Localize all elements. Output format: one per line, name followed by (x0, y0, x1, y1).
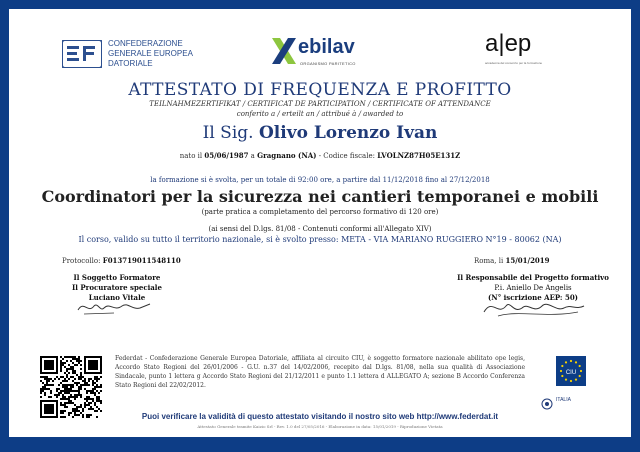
confederazione-logo (62, 36, 202, 72)
responsabile-name: P.i. Aniello De Angelis (494, 284, 572, 292)
course-legge: (ai sensi del D.lgs. 81/08 - Contenuti conformi all'Allegato XIV) (208, 225, 432, 233)
eu-star (561, 375, 563, 377)
eu-star (565, 379, 567, 381)
formazione-line: la formazione si è svolta, per un totale di 92:00 ore, a partire dal 11/12/2018 fino al 27/12/2018 (150, 176, 490, 184)
ebilav-word: ebilav (298, 36, 355, 58)
soggetto-signature-icon (74, 296, 154, 318)
soggetto-role: Il Procuratore speciale (72, 283, 162, 292)
eu-star (580, 370, 582, 372)
roma-label: Roma, li (474, 257, 504, 265)
certificate-translations: TEILNAHMEZERTIFIKAT / CERTIFICAT DE PARTICIPATION / CERTIFICATE OF ATTENDANCE (149, 100, 491, 108)
responsabile-title: Il Responsabile del Progetto formativo (457, 273, 609, 282)
birth-date: 05/06/1987 (204, 151, 249, 160)
federdat-statement: Federdat - Confederazione Generale Europea Datoriale, affiliata al circuito CIU, è soggetto formatore nazionale abilitato ope legis, Accordo Stato Regioni del 26/01/2006 - G.U. n.37 del 14/02/2006, recepito dal D.lgs. 81/08, nella sua qualità di Associazione Sindacale, punto 1 lettera g Accordo Stato Regioni del 21/12/2011 e punto 1.1 lettera d ALLEGATO A; sezione B Accordo Conferenza Stato Regioni del 22/02/2012. (115, 355, 525, 389)
aep-subtitle: accademia del consorzio per la formazione (485, 61, 543, 65)
ebilav-subtitle: ORGANISMO PARITETICO (300, 61, 356, 66)
footnote-line: Attestato Generale tramite Kaizio Srl - Rev. 1.0 del 27/05/2016 - Elaborazione in data: 15/01/2019 - Riproduzione Vietata (197, 424, 443, 429)
ebilav-logo (272, 36, 382, 76)
recipient-name: Olivo Lorenzo Ivan (258, 123, 438, 143)
responsabile-signature-icon (478, 296, 588, 320)
ciu-label: CIU (565, 370, 577, 376)
conferito-line: conferito a / erteilt an / attribué à / awarded to (236, 110, 404, 118)
eu-star (575, 379, 577, 381)
bottom-border (0, 437, 640, 452)
confederazione-mark-icon (62, 40, 102, 68)
cf-label: - Codice fiscale: (318, 152, 375, 160)
course-location: Il corso, valido su tutto il territorio nazionale, si è svolto presso: META - VIA MARIANO RUGGIERO N°19 - 80062 (NA) (78, 235, 562, 244)
eu-star (560, 370, 562, 372)
verify-line[interactable]: Puoi verificare la validità di questo attestato visitando il nostro sito web http://www.federdat.it (141, 412, 499, 421)
recipient-name-line (0, 123, 640, 143)
recipient-prefix: Il Sig. (202, 123, 254, 143)
protocollo-label: Protocollo: (62, 257, 101, 265)
course-title: Coordinatori per la sicurezza nei cantieri temporanei e mobili (41, 187, 599, 206)
birth-mid: a (250, 152, 255, 160)
roma-date-line (474, 256, 550, 265)
confederazione-text: CONFEDERAZIONE GENERALE EUROPEA DATORIALE (108, 39, 193, 68)
soggetto-name: Luciano Vitale (88, 293, 146, 302)
recipient-birth-line (0, 151, 640, 160)
birth-prefix: nato il (179, 152, 203, 160)
aep-word: a|ep (485, 30, 532, 57)
accredia-label: ITALIA (556, 397, 571, 403)
aep-logo (485, 30, 555, 72)
birth-place: Gragnano (NA) (257, 151, 317, 160)
roma-date: 15/01/2019 (505, 256, 550, 265)
soggetto-title: Il Soggetto Formatore (73, 273, 161, 282)
eu-star (565, 361, 567, 363)
ciu-stars-icon (556, 356, 586, 386)
protocollo-line (62, 256, 181, 265)
protocollo-value: F013719011548110 (102, 256, 181, 265)
cf-value: LVOLNZ87H05E131Z (377, 151, 461, 160)
qr-code-icon (38, 354, 104, 420)
responsabile-note: (N° iscrizione AEP: 50) (488, 293, 578, 302)
eu-star (570, 380, 572, 382)
eu-star (570, 360, 572, 362)
eu-star (579, 365, 581, 367)
course-parte: (parte pratica a completamento del percorso formativo di 120 ore) (201, 208, 439, 216)
certificate-title: ATTESTATO DI FREQUENZA E PROFITTO (128, 80, 512, 100)
accredia-seal (541, 396, 597, 410)
eu-star (579, 375, 581, 377)
eu-star (561, 365, 563, 367)
eu-star (575, 361, 577, 363)
ebilav-x-icon (272, 38, 296, 64)
